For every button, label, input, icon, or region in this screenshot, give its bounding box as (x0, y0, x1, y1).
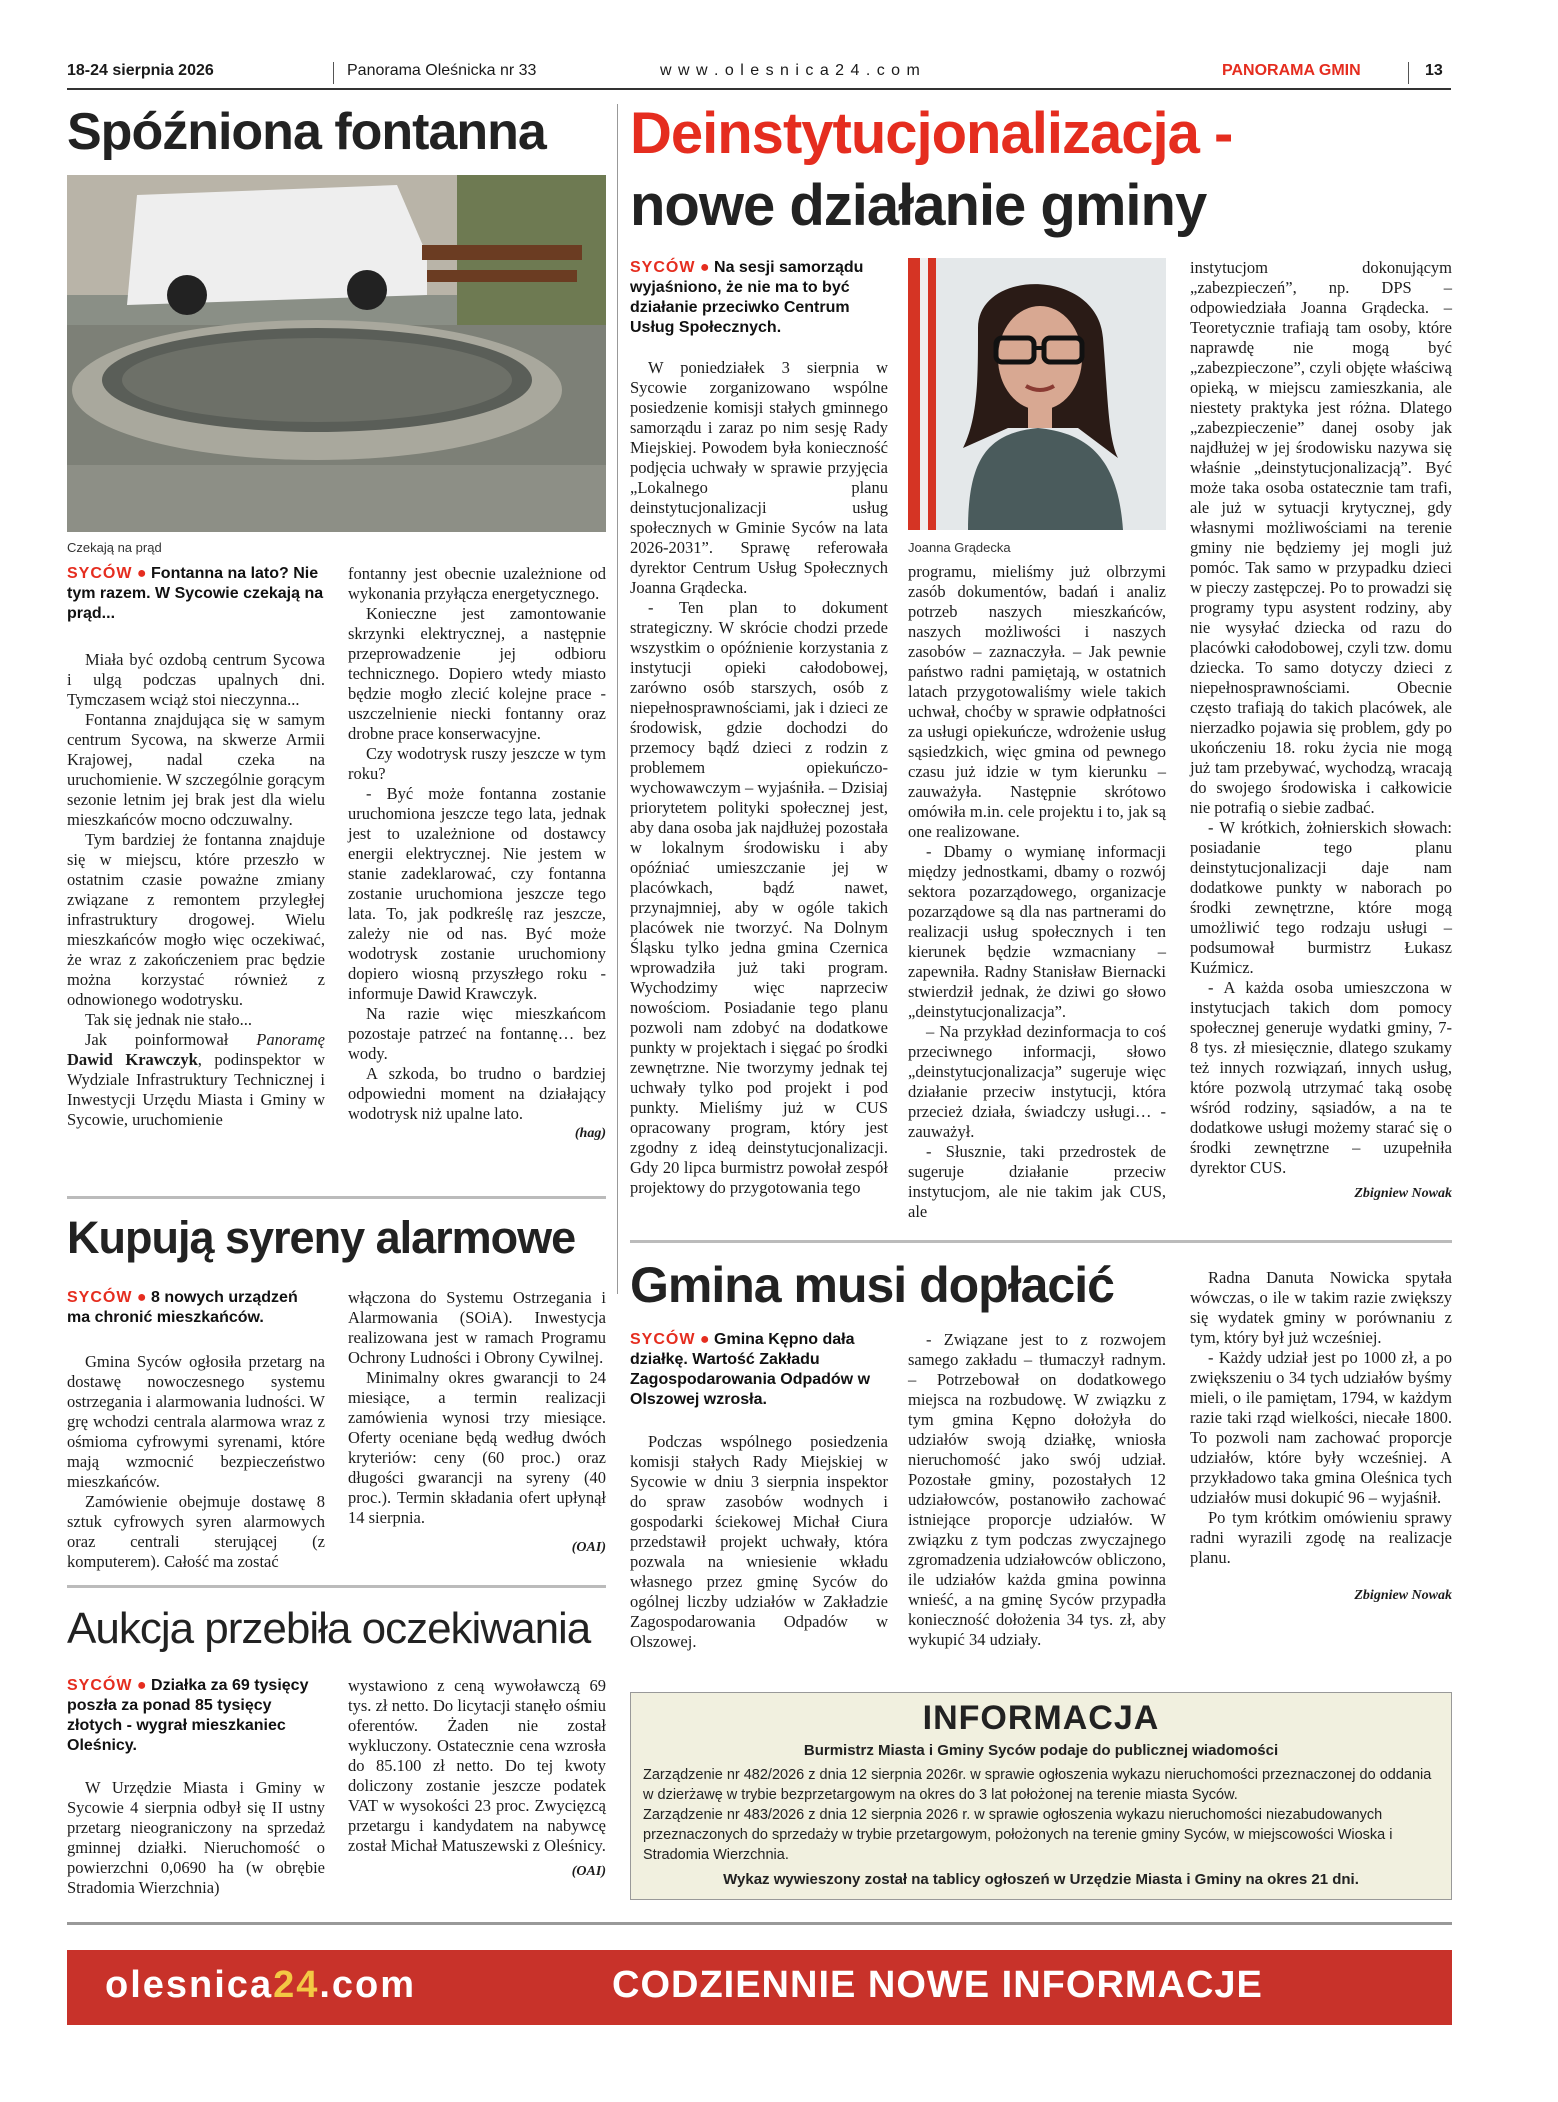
article-body-col1 (630, 1432, 888, 1652)
article-body-col2 (348, 564, 606, 1144)
header-rule (67, 88, 1451, 90)
article-lead: SYCÓW ● Fontanna na lato? Nie tym razem. W Sycowie czekają na prąd... (67, 565, 324, 622)
article-body-col2 (348, 1676, 606, 1882)
paragraph: W poniedziałek 3 sierpnia w Sycowie zorganizowano wspólne posiedzenie komisji stałych gminnego samorządu i zaraz po nim sesję Rady Miejskiej. Powodem była konieczność podjęcia uchwały w sprawie przyjęcia „Lokalnego planu deinstytucjonalizacji usług społecznych w Gminie Syców na lata 2026-2031”. Sprawę referowała dyrektor Centrum Usług Społecznych Joanna Grądecka. (630, 358, 888, 597)
paragraph: Miała być ozdobą centrum Sycowa i ulgą podczas upalnych dni. Tymczasem wciąż stoi nieczynna... (67, 650, 325, 709)
paragraph: Konieczne jest zamontowanie skrzynki elektrycznej, a następnie przeprowadzenie jej odbioru technicznego. Dopiero wtedy miasto będzie mogło zlecić kolejne prace - uszczelnienie niecki fontanny oraz drobne prace konserwacyjne. (348, 604, 606, 743)
paragraph: Jak poinformował Panoramę Dawid Krawczyk, podinspektor w Wydziale Infrastruktury Technicznej i Inwestycji Urzędu Miasta i Gminy w Sycowie, uruchomienie (67, 1030, 325, 1129)
signature: (OAI) (571, 1540, 606, 1555)
page-rule (67, 1922, 1452, 1925)
paragraph: fontanny jest obecnie uzależnione od wykonania przyłącza energetycznego. (348, 564, 606, 603)
location-tag: SYCÓW (67, 1677, 133, 1694)
signature: Zbigniew Nowak (1354, 1588, 1452, 1603)
section-rule (67, 1585, 606, 1588)
paragraph: Tak się jednak nie stało... (85, 1010, 253, 1029)
lead-text: Działka za 69 tysięcy poszła za ponad 85 tysięcy złotych - wygrał mieszkaniec Oleśnicy. (67, 1677, 309, 1754)
paragraph: wystawiono z ceną wywoławczą 69 tys. zł netto. Do licytacji stanęło ośmiu oferentów. Żaden nie został wykluczony. Ostatecznie cena wzrosła do 85.100 zł netto. Do tej kwoty doliczony zostanie jeszcze podatek VAT w wysokości 23 proc. Zwycięzcą przetargu i kandydatem na nabywcę został Michał Matuszewski z Oleśnicy. (348, 1676, 606, 1855)
section-rule (67, 1196, 606, 1199)
article-body-col1 (67, 1778, 325, 1898)
location-tag: SYCÓW (630, 1331, 696, 1348)
promo-banner[interactable] (67, 1950, 1452, 2025)
notice-item: Zarządzenie nr 483/2026 z dnia 12 sierpnia 2026 r. w sprawie ogłoszenia wykazu nieruchomości niezabudowanych przeznaczonych do sprzedaży w trybie przetargowym, położonych na terenie gminy Syców, w miejscowości Wioska i Stradomia Wierzchnia. (643, 1807, 1393, 1863)
portrait-photo (908, 258, 1166, 530)
site-logo[interactable]: olesnica24.com (105, 1964, 417, 2006)
header-divider (1408, 62, 1409, 84)
header-divider (333, 62, 334, 84)
article-lead: SYCÓW ● Gmina Kępno dała działkę. Wartość Zakładu Zagospodarowania Odpadów w Olszowej wzrosła. (630, 1331, 871, 1408)
location-tag: SYCÓW (67, 565, 133, 582)
paragraph: instytucjom dokonującym „zabezpieczeń”, np. DPS – odpowiedziała Joanna Grądecka. – Teoretycznie trafiają tam osoby, które naprawdę nie mogą być „zabezpieczone”, czyli objęte właściwą opieką, w miejscu zamieszkania, ale niestety praktyka jest różna. Dlatego „zabezpieczenie” danej osoby jak najdłużej w jej środowisku nazywa się właśnie „deinstytucjonalizacją”. Być może taka osoba ostatecznie tam trafi, ale już w sytuacji krytycznej, gdy własnymi możliwościami na terenie gminy nie będziemy jej mogli już pomóc. Tak samo w przypadku dzieci w pieczy zastępczej. Po to prowadzi się programy typu asystent rodziny, aby nie wysyłać dziecka od razu do placówki całodobowej, czyli tzw. domu dziecka. To samo dotyczy dzieci z niepełnosprawnościami. Obecnie często trafiają do takich placówek, ale nierzadko pojawia się problem, gdy po ukończeniu 18. roku życia nie mogą już tam przebywać, wychodzą, wracają do swojego środowiska i całkowicie nie potrafią o siebie zadbać. (1190, 258, 1452, 817)
notice-box (630, 1692, 1452, 1900)
article-lead: SYCÓW ● 8 nowych urządzeń ma chronić mieszkańców. (67, 1289, 298, 1326)
paragraph: Tym bardziej że fontanna znajduje się w miejscu, które przeszło w ostatnim czasie poważne zmiany związane z remontem przyległej infrastruktury drogowej. Wielu mieszkańców mogło więc oczekiwać, że wraz z zakończeniem prac będzie można korzystać również z odnowionego wodotrysku. (67, 830, 325, 1009)
banner-slogan: CODZIENNIE NOWE INFORMACJE (612, 1964, 1263, 2006)
location-tag: SYCÓW (630, 259, 696, 276)
photo-caption: Joanna Grądecka (908, 540, 1011, 555)
article-body-col2 (908, 562, 1166, 1222)
paragraph: Na razie więc mieszkańcom pozostaje patrzeć na fontannę… bez wody. (348, 1004, 606, 1063)
paragraph: A szkoda, bo trudno o bardziej odpowiedni moment na działający wodotrysk niż upalne lato. (348, 1064, 606, 1123)
article-title-syreny: Kupują syreny alarmowe (67, 1212, 576, 1263)
article-body-col3 (1190, 1268, 1452, 1606)
article-lead: SYCÓW ● Działka za 69 tysięcy poszła za ponad 85 tysięcy złotych - wygrał mieszkaniec Oleśnicy. (67, 1677, 309, 1754)
paragraph: Radna Danuta Nowicka spytała wówczas, o ile w takim razie zwiększy się wydatek gminy w porównaniu z tym, który był już wcześniej. (1190, 1268, 1452, 1347)
paragraph: Zamówienie obejmuje dostawę 8 sztuk cyfrowych syren alarmowych oraz centrali sterującej (z komputerem). Całość ma zostać (67, 1492, 325, 1571)
paragraph: Po tym krótkim omówieniu sprawy radni wyrazili zgodę na realizacje planu. (1190, 1508, 1452, 1567)
column-divider (617, 104, 618, 1294)
lead-text: 8 nowych urządzeń ma chronić mieszkańców. (67, 1289, 298, 1326)
paragraph: - W krótkich, żołnierskich słowach: posiadanie tego planu deinstytucjonalizacji daje nam dodatkowe punkty w naborach po środki zewnętrzne, które mogą umożliwić tego rodzaju usługi – podsumował burmistrz Łukasz Kuźmicz. (1190, 818, 1452, 977)
paragraph: – Na przykład dezinformacja to coś przeciwnego informacji, słowo „deinstytucjonalizacja” sugeruje więc działanie przeciw instytucji, która przecież działa, świadczy usługi… - zauważył. (908, 1022, 1166, 1141)
article-lead: SYCÓW ● Na sesji samorządu wyjaśniono, że nie ma to być działanie przeciwko Centrum Usług Społecznych. (630, 259, 864, 336)
paragraph: Czy wodotrysk ruszy jeszcze w tym roku? (348, 744, 606, 783)
section-rule (630, 1240, 1452, 1243)
article-title-line1: Deinstytucjonalizacja - (630, 101, 1233, 166)
paragraph: Fontanna znajdująca się w samym centrum Sycowa, na skwerze Armii Krajowej, nadal czeka na uruchomienie. W szczególnie gorącym sezonie letnim jej brak jest dla wielu mieszkańców mocno odczuwalny. (67, 710, 325, 829)
article-body-col1 (67, 650, 325, 1130)
signature: (hag) (574, 1126, 606, 1141)
paragraph: programu, mieliśmy już olbrzymi zasób dokumentów, badań i analiz potrzeb naszych mieszkańców, naszych możliwości i naszych zasobów – zaznaczyła. – Jak pewnie państwo radni pamiętają, w ostatnich latach przygotowaliśmy wiele takich uchwał, choćby w sprawie odpłatności za usługi opiekuńcze, wdrożenie usług sąsiedzkich, więc gmina od pewnego czasu już idzie w tym kierunku – zauważyła. Następnie skrótowo omówiła m.in. cele projektu i to, jak są one realizowane. (908, 562, 1166, 841)
photo-caption: Czekają na prąd (67, 540, 162, 555)
lead-text: Gmina Kępno dała działkę. Wartość Zakładu Zagospodarowania Odpadów w Olszowej wzrosła. (630, 1331, 871, 1408)
lead-text: Fontanna na lato? Nie tym razem. W Sycowie czekają na prąd... (67, 565, 324, 622)
paragraph: - A każda osoba umieszczona w instytucjach takich dom pomocy społecznej generuje wydatki gminy, 7-8 tys. zł miesięcznie, dlatego szukamy też innych rozwiązań, innych usług, które pozwolą utrzymać taką osobę wśród rodziny, sąsiadów, a na te dodatkowe usługi możemy starać się o środki zewnętrzne – uzupełniła dyrektor CUS. (1190, 978, 1452, 1177)
location-tag: SYCÓW (67, 1289, 133, 1306)
paragraph: Podczas wspólnego posiedzenia komisji stałych Rady Miejskiej w Sycowie w dniu 3 sierpnia inspektor do spraw zasobów wodnych i gospodarki ściekowej Michał Ciura przedstawił projekt uchwały, która pozwala na wniesienie wkładu własnego przez gminę Syców do ogólnej liczby udziałów w Zakładzie Zagospodarowania Odpadów w Olszowej. (630, 1432, 888, 1651)
notice-subtitle: Burmistrz Miasta i Gminy Syców podaje do publicznej wiadomości (803, 1742, 1279, 1759)
fountain-photo (67, 175, 606, 532)
article-body-col1 (630, 358, 888, 1198)
paragraph: - Słusznie, taki przedrostek de sugeruje działanie przeciw instytucjom, ale nie takim jak CUS, ale (908, 1142, 1166, 1221)
page-number: 13 (1425, 62, 1443, 79)
signature: Zbigniew Nowak (1354, 1186, 1452, 1201)
signature: (OAI) (571, 1864, 606, 1879)
article-body-col3 (1190, 258, 1452, 1204)
article-title-fontanna: Spóźniona fontanna (67, 103, 546, 161)
paragraph: - Ten plan to dokument strategiczny. W skrócie chodzi przede wszystkim o opóźnienie korzystania z instytucji opieki całodobowej, zarówno osób starszych, osób z niepełnosprawnościami, jak i dzieci ze środowisk, gdzie dochodzi do przemocy bądź dzieci z rodzin z problemem opiekuńczo-wychowawczym – wyjaśniła. – Dzisiaj priorytetem polityki społecznej jest, aby dana osoba jak najdłużej pozostała w lokalnym środowisku i aby opóźniać umieszczanie jej w placówkach, bądź nawet, przynajmniej, aby w ogóle takich placówek nie tworzyć. Na Dolnym Śląsku tylko jedna gmina Czernica wprowadziła już taki program. Wychodzimy więc naprzeciw nowościom. Posiadanie tego planu pozwoli nam zdobyć na dodatkowe punkty w projektach i sięgać po środki zewnętrzne. Nie tworzymy jednak tej uchwały tylko pod projekt i pod punkty. Mieliśmy już w CUS opracowany program, który jest zgodny z ideą deinstytucjonalizacji. Gdy 20 lipca burmistrz powołał zespół projektowy do przygotowania tego (630, 598, 888, 1197)
paragraph: włączona do Systemu Ostrzegania i Alarmowania (SOiA). Inwestycja realizowana jest w ramach Programu Ochrony Ludności i Obrony Cywilnej. (348, 1288, 606, 1367)
site-url[interactable]: w w w . o l e s n i c a 2 4 . c o m (660, 62, 921, 79)
paragraph: - Być może fontanna zostanie uruchomiona jeszcze tego lata, jednak jest to uzależnione od dostawcy energii elektrycznej. Nie jestem w stanie zadeklarować, czy fontanna zostanie uruchomiona jeszcze tego lata. To, jak podkreślę raz jeszcze, zależy nie od nas. Być może wodotrysk zostanie uruchomiony dopiero wiosną przyszłego roku - informuje Dawid Krawczyk. (348, 784, 606, 1003)
paragraph: Gmina Syców ogłosiła przetarg na dostawę nowoczesnego systemu ostrzegania i alarmowania ludności. W grę wchodzi centrala alarmowa wraz z ośmioma cyfrowymi syrenami, które mają wzmocnić bezpieczeństwo mieszkańców. (67, 1352, 325, 1491)
notice-item: Zarządzenie nr 482/2026 z dnia 12 sierpnia 2026r. w sprawie ogłoszenia wykazu nieruchomości przeznaczonej do oddania w dzierżawę w trybie bezprzetargowym na okres do 3 lat położonej na terenie miasta Syców. (643, 1767, 1432, 1803)
article-title-aukcja: Aukcja przebiła oczekiwania (67, 1604, 591, 1653)
issue-name: Panorama Oleśnicka nr 33 (347, 62, 537, 79)
paragraph: - Dbamy o wymianę informacji między jednostkami, dbamy o rozwój sektora pozarządowego, organizacje pozarządowe są dla nas partnerami do realizacji usług społecznych i ten kierunek będzie wzmacniany – zapewniła. Radny Stanisław Biernacki stwierdził jednak, że dziwi go słowo „deinstytucjonalizacja”. (908, 842, 1166, 1021)
notice-title: INFORMACJA (922, 1699, 1160, 1737)
section-name: PANORAMA GMIN (1222, 62, 1361, 79)
issue-date: 18-24 sierpnia 2026 (67, 62, 214, 79)
paragraph: Minimalny okres gwarancji to 24 miesiące, a termin realizacji zamówienia wynosi trzy miesiące. Oferty oceniane będą według dwóch kryteriów: ceny (60 proc.) oraz długości gwarancji na syreny (40 proc.). Termin składania ofert upłynął 14 sierpnia. (348, 1368, 606, 1527)
lead-text: Na sesji samorządu wyjaśniono, że nie ma to być działanie przeciwko Centrum Usług Społecznych. (630, 259, 864, 336)
paragraph: - Każdy udział jest po 1000 zł, a po zwiększeniu o 34 tych udziałów byśmy mieli, o ile pamiętam, 1794, w każdym razie taki rząd wielkości, niecałe 1800. To pozwoli nam zachować proporcje udziałów, które były wcześniej. A przykładowo taka gmina Oleśnica tych udziałów musi dokupić 96 – wyjaśnił. (1190, 1348, 1452, 1507)
article-title-line2: nowe działanie gminy (630, 173, 1207, 238)
article-title-doplacic: Gmina musi dopłacić (630, 1257, 1114, 1313)
notice-footer: Wykaz wywieszony został na tablicy ogłoszeń w Urzędzie Miasta i Gminy na okres 21 dni. (723, 1871, 1359, 1888)
paragraph: W Urzędzie Miasta i Gminy w Sycowie 4 sierpnia odbył się II ustny przetarg nieograniczony na sprzedaż gminnej działki. Nieruchomość o powierzchni 0,0690 ha (w obrębie Stradomia Wierzchnia) (67, 1778, 325, 1897)
article-body-col2 (348, 1288, 606, 1558)
paragraph: - Związane jest to z rozwojem samego zakładu – tłumaczył radnym. – Potrzebował on dodatkowego miejsca na rozbudowę. W związku z tym gmina Kępno dołożyła do udziałów swoją działkę, wniosła nieruchomość jako swój udział. Pozostałe gminy, pozostałych 12 udziałowców, postanowiło zachować istniejące proporcje udziałów. W związku z tym podczas zwyczajnego zgromadzenia udziałowców obliczono, ile udziałów każda gmina powinna wnieść, a na gminę Syców przypadła konieczność dołożenia 34 tys. zł, aby wykupić 34 udziały. (908, 1330, 1166, 1649)
article-body-col1 (67, 1352, 325, 1572)
article-body-col2 (908, 1330, 1166, 1650)
